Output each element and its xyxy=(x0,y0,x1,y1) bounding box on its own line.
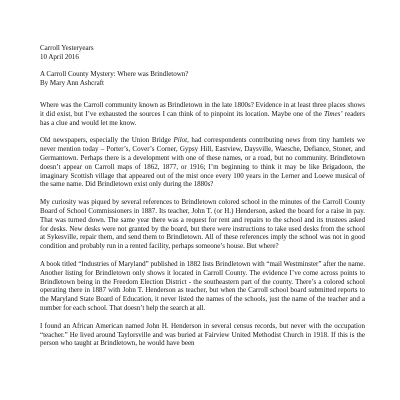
paragraph-2-part-a: Old newspapers, especially the Union Bridge xyxy=(40,136,174,145)
article-date: 10 April 2016 xyxy=(40,52,79,61)
paragraph-1-part-b: readers has a clue and would let me know. xyxy=(40,109,365,127)
paragraph-2-italic: Pilot xyxy=(173,136,188,145)
paragraph-4: A book titled “Industries of Maryland” published in 1882 lists Brindletown with “mail Westminster” after the name. Another listing for Brindletown only shows it located in Carroll County. The evidence I’ve come across points to Brindletown being in the Freedom Election District - the southeastern part of the county. There’s a colored school operating there in 1887 with John T. Henderson as teacher, but when the Carroll school board submitted reports to the Maryland State Board of Education, it never listed the names of the schools, just the name of the teacher and a number for each school. That doesn’t help the search at all. xyxy=(40,259,365,312)
column-name: Carroll Yesteryears xyxy=(40,44,94,52)
paragraph-2-part-b: , had correspondents contributing news from tiny hamlets we never mention today – Porter’s, Cover’s Corner, Gypsy Hill, Eastview, Daysville, Waesche, Defiance, Stoner, and Germantown. Perhaps there is a development with one of these names, or a road, but no community. Brindletown doesn’t appear on Carroll maps of 1862, 1877, or 1916; I’m beginning to think it may be like Brigadoon, the imaginary Scottish village that appeared out of the mist once every 100 years in the Lerner and Loewe musical of the same name. Did Brindletown exist only during the 1880s? xyxy=(40,136,365,189)
paragraph-2 xyxy=(40,136,365,189)
paragraph-3: My curiosity was piqued by several references to Brindletown colored school in the minutes of the Carroll County Board of School Commissioners in 1887. Its teacher, John T. (or H.) Henderson, asked the board for a raise in pay. That was turned down. The same year there was a request for rent and repairs to the school and its trustees asked for desks. New desks were not granted by the board, but there were instructions to take used desks from the school at Sykesville, repair them, and send them to Brindletown. All of these references imply the school was not in good condition and probably run in a rented facility, perhaps someone’s house. But where? xyxy=(40,198,365,251)
paragraph-5: I found an African American named John H. Henderson in several census records, but never with the occupation “teacher.” He lived around Taylorsville and was buried at Fairview United Methodist Church in 1918. If this is the person who taught at Brindletown, he would have been xyxy=(40,321,365,348)
paragraph-1-italic: Times’ xyxy=(323,109,343,118)
paragraph-1-part-a: Where was the Carroll community known as Brindletown in the late 1800s? Evidence in at least three places shows it did exist, but I’ve exhausted the sources I can think of to pinpoint its location. Maybe one of the xyxy=(40,100,365,118)
paragraph-1 xyxy=(40,101,365,127)
article-byline: By Mary Ann Ashcraft xyxy=(40,79,104,88)
article-title: A Carroll County Mystery: Where was Brindletown? xyxy=(40,70,189,79)
article-body xyxy=(40,44,365,357)
